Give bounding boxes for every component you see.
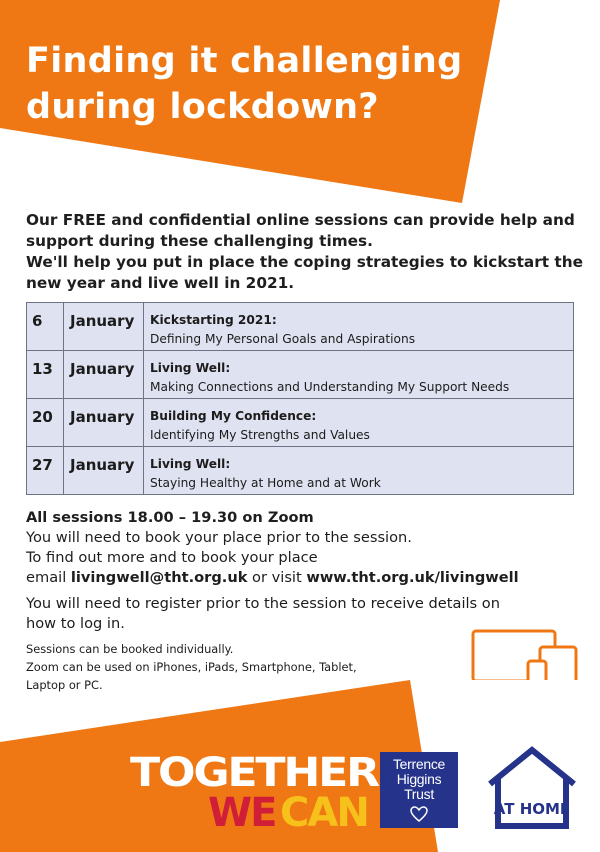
headline-line2: during lockdown? (26, 87, 379, 127)
intro-line2: support during these challenging times. (26, 232, 373, 250)
tht-line2: Higgins (396, 771, 442, 787)
at-home-text: AT HOME (493, 800, 571, 818)
email-prefix: email (26, 569, 71, 586)
session-day: 13 (27, 351, 64, 399)
we-text: WE (208, 790, 276, 830)
small-line1: Sessions can be booked individually. (26, 642, 234, 656)
can-text: CAN (280, 790, 368, 830)
register-line2: how to log in. (26, 615, 125, 632)
session-description (144, 399, 574, 447)
session-day: 6 (27, 303, 64, 351)
together-we-can-logo (130, 750, 380, 830)
session-subtitle: Staying Healthy at Home and at Work (150, 476, 381, 490)
session-description (144, 351, 574, 399)
session-day: 20 (27, 399, 64, 447)
together-text: TOGETHER (130, 750, 380, 796)
email-link[interactable]: livingwell@tht.org.uk (70, 569, 248, 586)
table-row (27, 447, 574, 495)
tht-logo (380, 752, 458, 828)
contact-line (26, 568, 586, 588)
table-row (27, 303, 574, 351)
table-row (27, 399, 574, 447)
session-subtitle: Identifying My Strengths and Values (150, 428, 370, 442)
small-line2: Zoom can be used on iPhones, iPads, Smartphone, Tablet, (26, 660, 357, 674)
session-time: All sessions 18.00 – 19.30 on Zoom (26, 509, 314, 526)
session-title: Living Well: (150, 361, 231, 375)
heart-icon (410, 806, 428, 822)
session-month: January (64, 447, 144, 495)
book-notice: You will need to book your place prior to the session. (26, 529, 412, 546)
small-line3: Laptop or PC. (26, 678, 103, 692)
at-home-logo (484, 744, 580, 830)
session-subtitle: Defining My Personal Goals and Aspirations (150, 332, 416, 346)
headline (26, 38, 496, 130)
session-month: January (64, 303, 144, 351)
sessions-table (26, 302, 574, 495)
find-out-text: To find out more and to book your place (26, 549, 318, 566)
session-day: 27 (27, 447, 64, 495)
table-row (27, 351, 574, 399)
register-line1: You will need to register prior to the session to receive details on (26, 595, 500, 612)
session-description (144, 447, 574, 495)
intro-line4: new year and live well in 2021. (26, 274, 295, 292)
session-title: Kickstarting 2021: (150, 313, 277, 327)
session-title: Living Well: (150, 457, 231, 471)
intro-line1: Our FREE and confidential online sessions can provide help and (26, 211, 575, 229)
session-description (144, 303, 574, 351)
session-details (26, 508, 586, 588)
intro-text (26, 210, 586, 294)
headline-line1: Finding it challenging (26, 41, 463, 81)
visit-text: or visit (247, 569, 307, 586)
session-subtitle: Making Connections and Understanding My Support Needs (150, 380, 510, 394)
session-title: Building My Confidence: (150, 409, 317, 423)
tht-line1: Terrence (392, 756, 446, 772)
session-month: January (64, 351, 144, 399)
website-link[interactable]: www.tht.org.uk/livingwell (306, 569, 519, 586)
tht-line3: Trust (404, 786, 434, 802)
intro-line3: We'll help you put in place the coping strategies to kickstart the (26, 253, 584, 271)
session-month: January (64, 399, 144, 447)
